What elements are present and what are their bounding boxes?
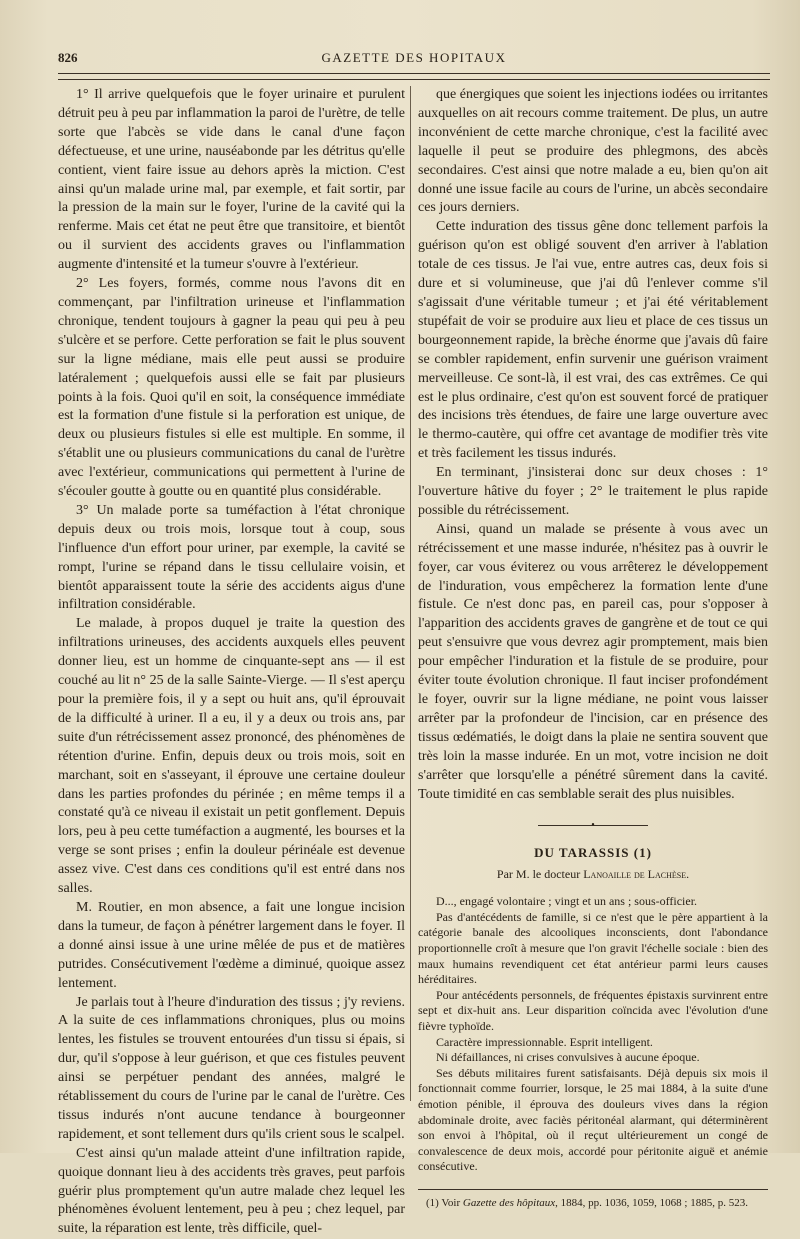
left-column	[58, 86, 405, 1239]
paragraph: Cette induration des tissus gêne donc tellement parfois la guérison qu'on est obligé souvent d'en arriver à l'ablation totale de ces tissus. Je l'ai vue, entre autres cas, deux fois si dure et si volumineuse, que j'ai dû l'enlever comme s'il s'agissait d'une véritable tumeur ; et j'ai été véritablement stupéfait de voir se produire aux lieu et place de ces tissus un bourgeonnement rapide, la brèche énorme que j'avais dû faire se combler rapidement, enfin survenir une guérison vraiment merveilleuse. Ce sont-là, il est vrai, des cas extrêmes. Ce qui est le plus ordinaire, c'est qu'on est souvent forcé de pratiquer des incisions très étendues, de faire une large ouverture avec le thermo-cautère, qui offre cet avantage de modifier très vite et très facilement les tissus indurés.	[418, 219, 768, 462]
paragraph: En terminant, j'insisterai donc sur deux choses : 1° l'ouverture hâtive du foyer ; 2° le traitement le plus rapide possible du rétrécissement.	[418, 465, 768, 518]
paragraph: 3° Un malade porte sa tuméfaction à l'état chronique depuis deux ou trois mois, lorsque tout à coup, sous l'influence d'un effort pour uriner, par exemple, la cavité se rompt, l'urine se répand dans le tissu cellulaire voisin, et bientôt apparaissent toute la série des accidents aigus d'une infiltration considérable.	[58, 502, 405, 613]
column-divider	[410, 86, 411, 1101]
paragraph: Ni défaillances, ni crises convulsives à aucune époque.	[436, 1050, 700, 1065]
paragraph: C'est ainsi qu'un malade atteint d'une infiltration rapide, quoique donnant lieu à des accidents très graves, peut parfois guérir plus promptement qu'un autre malade chez lequel les phénomènes évoluent lentement, peu à peu ; chez lequel, par suite, la réparation est lente, très difficile, quel-	[58, 1145, 405, 1237]
footnote-journal: Gazette des hôpitaux	[462, 1196, 556, 1209]
paragraph: Je parlais tout à l'heure d'induration des tissus ; j'y reviens. A la suite de ces inflammations chroniques, plus ou moins lentes, les fistules se trouvent entourées d'un tissu si épais, si dur, qu'il s'oppose à leur guérison, et que ces fistules peuvent ainsi se perpétuer pendant des années, malgré le rétablissement du cours de l'urine par le canal de l'urètre. Ces tissus indurés n'ont aucune tendance à bourgeonner rapidement, et sont tellement durs qu'ils crient sous le scalpel.	[58, 994, 405, 1142]
paragraph: Caractère impressionnable. Esprit intelligent.	[436, 1034, 653, 1049]
paragraph: Ainsi, quand un malade se présente à vous avec un rétrécissement et une masse indurée, n'hésitez pas à ouvrir le foyer, car vous éviterez ou vous arrêterez le développement de l'induration, vous empêcherez la formation lente d'une fistule. Ce n'est donc pas, en pareil cas, pour s'opposer à l'apparition des accidents graves de gangrène et de tout ce qui peut s'ensuivre que vous devrez agir promptement, mais bien pour empêcher l'induration et la fistule de se produire, pour éviter toute évolution chronique. Il faut inciser profondément le foyer, ouvrir sur la ligne médiane, ne point vous laisser arrêter par la profondeur de l'incision, car en présence des tissus œdématiés, le doigt dans la plaie ne sentira souvent que très loin la masse indurée. En un mot, votre incision ne doit s'arrêter que lorsqu'elle a pénétré sûrement dans la cavité. Toute timidité en cas semblable serait des plus nuisibles.	[418, 521, 768, 802]
paragraph: 2° Les foyers, formés, comme nous l'avons dit en commençant, par l'infiltration urineuse et l'inflammation chronique, tendent toujours à gagner la peau qui peu à peu s'ulcère et se perfore. Cette perforation se fait le plus souvent sur la ligne médiane, mais elle peut aussi se produire latéralement ; quelquefois aussi elle se fait par plusieurs points à la fois. Quoi qu'il en soit, la conséquence immédiate est la formation d'une fistule si la perforation est unique, de deux ou plusieurs fistules si elle est multiple. En somme, il s'établit une ou plusieurs communications du canal de l'urètre avec l'extérieur, communications qui permettent à l'urine de s'écouler goutte à goutte ou en quantité plus considérable.	[58, 276, 405, 500]
article-byline	[418, 865, 768, 884]
author-name: Lanoaille de Lachèse	[583, 867, 687, 882]
paragraph: M. Routier, en mon absence, a fait une longue incision dans la tumeur, de façon à pénétrer largement dans le foyer. Il a donné ainsi issue à une urine mêlée de pus et de matières putrides. Consécutivement l'œdème a diminué, quoique assez lentement.	[58, 899, 405, 991]
article-title: DU TARASSIS (1)	[534, 845, 652, 861]
paragraph: que énergiques que soient les injections iodées ou irritantes auxquelles on ait recours comme traitement. De plus, un autre inconvénient de cette marche chronique, c'est la facilité avec laquelle il peut se produire des phlegmons, des abcès secondaires. C'est ainsi que notre malade a eu, bien qu'on ait donné une issue facile au cours de l'urine, un abcès secondaire ces jours derniers.	[418, 87, 768, 216]
paragraph: Ses débuts militaires furent satisfaisants. Déjà depuis six mois il fonctionnait comme fourrier, lorsque, le 25 mai 1884, à la suite d'une émotion pénible, il éprouva des douleurs vives dans la région abdominale droite, avec faciès péritonéal alarmant, qui déterminèrent son envoi à l'hôpital, où il reçut ultérieurement un congé de convalescence de deux mois, accordé pour péritonite aiguë et anémie consécutive.	[418, 1065, 768, 1174]
footnote	[418, 1196, 768, 1210]
header-rule	[58, 73, 770, 80]
paragraph: Pas d'antécédents de famille, si ce n'est que le père appartient à la catégorie banale des alcooliques inconscients, dont l'abondance proportionnelle croît à mesure que l'on gravit l'échelle sociale : bien des maux humains revendiquent cet état antérieur parmi leurs causes héréditaires.	[418, 909, 768, 987]
paragraph: 1° Il arrive quelquefois que le foyer urinaire et purulent détruit peu à peu par inflammation la paroi de l'urètre, de telle sorte que l'abcès se vide dans le canal d'une façon défectueuse, et une urine, nauséabonde par les détritus qu'elle contient, vient faire issue au dehors après la miction. C'est ainsi qu'un malade urine mal, par exemple, et fait sortir, par la pression de la main sur le foyer, l'urine de la cavité qui la renferme. Mais cet état ne peut être que transitoire, et bientôt ou il survient des accidents graves ou l'inflammation augmente d'intensité et la tumeur s'ouvre à l'extérieur.	[58, 87, 405, 273]
journal-title: GAZETTE DES HOPITAUX	[321, 50, 507, 65]
article-body	[418, 894, 768, 1175]
paragraph: Pour antécédents personnels, de fréquentes épistaxis survinrent entre sept et dix-huit ans. Leur disparition coïncida avec l'évolution d'une fièvre typhoïde.	[418, 987, 768, 1033]
page-header	[58, 50, 770, 70]
paragraph: Le malade, à propos duquel je traite la question des infiltrations urineuses, des accidents auxquels elles peuvent donner lieu, est un homme de cinquante-sept ans — il est couché au lit n° 25 de la salle Sainte-Vierge. — Il s'est aperçu pour la première fois, il y a sept ou huit ans, qu'il éprouvait de la difficulté à uriner. Il a eu, il y a deux ou trois ans, par suite d'un rétrécissement assez prononcé, des phénomènes de rétention d'urine. Enfin, depuis deux ou trois mois, soit en marchant, soit en s'asseyant, il éprouve une certaine douleur dans les parties profondes du périnée ; en même temps il a constaté qu'à ce niveau il existait un petit gonflement. Depuis lors, peu à peu cette tuméfaction a augmenté, les bourses et la verge se sont prises ; enfin la douleur périnéale est devenue assez vive. C'est dans ces conditions qu'il est entré dans nos salles.	[58, 616, 405, 897]
footnote-rule	[418, 1189, 768, 1190]
footnote-suffix: , 1884, pp. 1036, 1059, 1068 ; 1885, p. 523.	[555, 1196, 748, 1209]
paragraph: D..., engagé volontaire ; vingt et un ans ; sous-officier.	[436, 894, 698, 909]
page-number: 826	[58, 50, 78, 65]
footnote-prefix: (1) Voir	[426, 1196, 463, 1209]
section-ornament	[538, 824, 648, 828]
right-column	[418, 86, 768, 1210]
byline-suffix: .	[686, 867, 690, 882]
byline-prefix: Par M. le docteur	[496, 867, 584, 882]
